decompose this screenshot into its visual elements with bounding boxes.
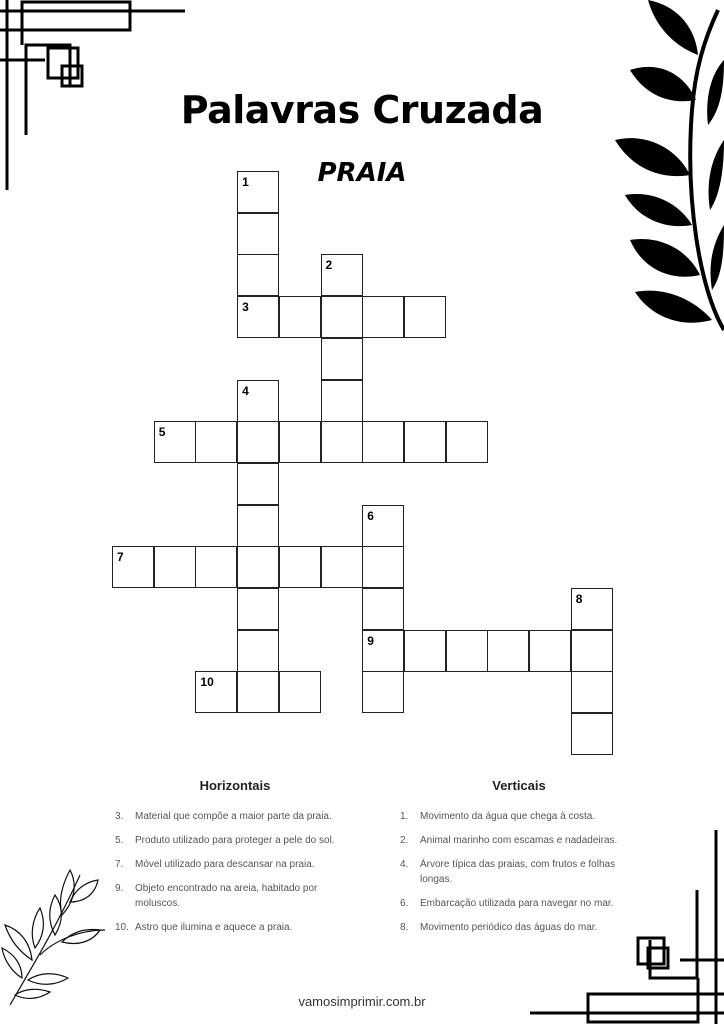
clue-number: 3: [242, 300, 249, 315]
clue-number: 6: [367, 508, 374, 523]
clue-text: Produto utilizado para proteger a pele do sol.: [135, 835, 335, 846]
clue-item: [400, 809, 638, 824]
grid-cell[interactable]: [321, 296, 363, 338]
clue-text: Movimento periódico das águas do mar.: [420, 922, 598, 933]
grid-cell[interactable]: [237, 213, 279, 255]
vertical-clues: [400, 778, 638, 944]
clue-number: 10: [200, 675, 214, 690]
grid-cell[interactable]: [321, 338, 363, 380]
clue-text: Movimento da água que chega à costa.: [420, 811, 596, 822]
grid-cell[interactable]: [362, 421, 404, 463]
puzzle-theme: PRAIA: [317, 158, 407, 188]
clue-number: 4.: [400, 859, 409, 870]
clue-item: [400, 920, 638, 935]
grid-cell[interactable]: [404, 421, 446, 463]
clue-number: 9: [367, 633, 374, 648]
clue-text: Material que compõe a maior parte da praia.: [135, 811, 332, 822]
grid-cell[interactable]: [571, 630, 613, 672]
grid-cell-numbered[interactable]: [195, 671, 237, 713]
horizontal-clues: [115, 778, 355, 944]
grid-cell[interactable]: [279, 296, 321, 338]
clue-number: 8: [575, 592, 583, 606]
grid-cell[interactable]: [237, 630, 279, 672]
grid-cell[interactable]: [279, 421, 321, 463]
grid-cell-numbered[interactable]: [362, 505, 404, 547]
clue-number: 5.: [115, 835, 124, 846]
clue-number: 2: [325, 258, 333, 273]
grid-cell-numbered[interactable]: [237, 296, 279, 338]
clue-item: [400, 896, 638, 911]
grid-cell[interactable]: [362, 546, 404, 588]
clue-text: Móvel utilizado para descansar na praia.: [135, 859, 315, 870]
clue-item: [400, 833, 638, 848]
footer-website: vamosimprimir.com.br: [298, 994, 426, 1009]
grid-cell[interactable]: [237, 421, 279, 463]
grid-cell[interactable]: [321, 380, 363, 422]
clue-text: Astro que ilumina e aquece a praia.: [135, 922, 293, 933]
clue-number: 7: [117, 550, 124, 565]
clue-number: 6.: [400, 898, 409, 909]
clue-number: 8.: [400, 922, 409, 933]
grid-cell[interactable]: [195, 421, 237, 463]
grid-cell[interactable]: [321, 546, 363, 588]
grid-cell[interactable]: [237, 505, 279, 547]
grid-cell[interactable]: [237, 588, 279, 630]
clue-text: Animal marinho com escamas e nadadeiras.: [420, 835, 618, 846]
horizontal-clues-heading: Horizontais: [199, 778, 271, 793]
clue-number: 10.: [115, 922, 129, 933]
vertical-clues-heading: Verticais: [492, 778, 546, 793]
clue-number: 7.: [115, 859, 124, 870]
grid-cell-numbered[interactable]: [237, 380, 279, 422]
grid-cell-numbered[interactable]: [571, 588, 613, 630]
clue-item: [115, 833, 355, 848]
page-title: Palavras Cruzada: [180, 88, 544, 132]
clue-item: [115, 809, 355, 824]
vertical-clue-list: [400, 809, 638, 935]
clue-number: 1.: [400, 811, 409, 822]
grid-cell[interactable]: [321, 421, 363, 463]
clue-number: 4: [242, 383, 249, 398]
grid-cell[interactable]: [404, 630, 446, 672]
clue-text: Embarcação utilizada para navegar no mar.: [420, 898, 614, 909]
grid-cell-numbered[interactable]: [112, 546, 154, 588]
grid-cell[interactable]: [237, 463, 279, 505]
grid-cell[interactable]: [404, 296, 446, 338]
grid-cell[interactable]: [529, 630, 571, 672]
clue-item: [400, 857, 638, 887]
grid-cell[interactable]: [362, 671, 404, 713]
clue-number: 9.: [115, 883, 124, 894]
clue-item: [115, 857, 355, 872]
grid-cell[interactable]: [362, 588, 404, 630]
grid-cell-numbered[interactable]: [237, 171, 279, 213]
clue-number: 5: [158, 425, 166, 440]
grid-cell[interactable]: [487, 630, 529, 672]
grid-cell[interactable]: [279, 546, 321, 588]
clue-item: [115, 881, 355, 911]
clue-text: Objeto encontrado na areia, habitado por moluscos.: [135, 883, 318, 909]
grid-cell[interactable]: [571, 671, 613, 713]
grid-cell[interactable]: [279, 671, 321, 713]
grid-cell[interactable]: [237, 546, 279, 588]
clue-number: 2.: [400, 835, 409, 846]
grid-cell[interactable]: [446, 421, 488, 463]
grid-cell[interactable]: [446, 630, 488, 672]
grid-cell-numbered[interactable]: [154, 421, 196, 463]
grid-cell[interactable]: [237, 254, 279, 296]
horizontal-clue-list: [115, 809, 355, 935]
clue-item: [115, 920, 355, 935]
clue-text: Árvore típica das praias, com frutos e folhas longas.: [420, 859, 616, 885]
clue-number: 3.: [115, 811, 124, 822]
outline-leaf-decoration: [0, 860, 115, 1010]
grid-cell[interactable]: [362, 296, 404, 338]
clue-number: 1: [242, 175, 249, 189]
grid-cell-numbered[interactable]: [321, 254, 363, 296]
grid-cell[interactable]: [237, 671, 279, 713]
grid-cell[interactable]: [571, 713, 613, 755]
grid-cell-numbered[interactable]: [362, 630, 404, 672]
grid-cell[interactable]: [154, 546, 196, 588]
grid-cell[interactable]: [195, 546, 237, 588]
